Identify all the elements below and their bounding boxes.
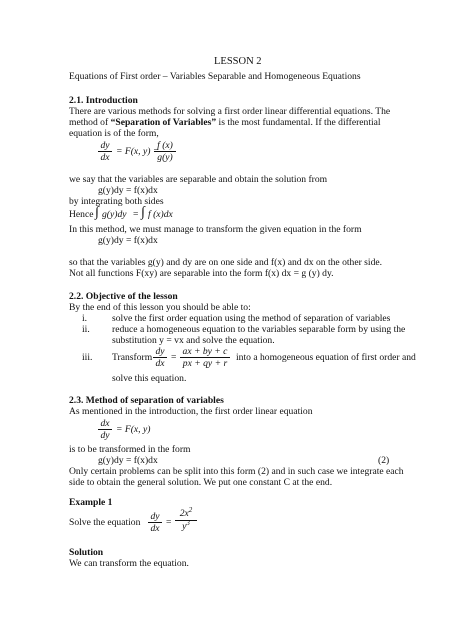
list-item-number: iii. — [82, 352, 93, 363]
list-item-post: into a homogeneous equation of first order and — [236, 352, 416, 363]
paragraph-line: There are various methods for solving a first order linear differential equations. The — [69, 106, 391, 117]
fraction-2x2-over-y3: $2x^2$ $y^3$ — [175, 508, 197, 533]
section-heading-method: 2.3. Method of separation of variables — [69, 395, 224, 406]
example-text: Solve the equation — [69, 517, 141, 528]
paragraph-line: method of “Separation of Variables” is the most fundamental. If the differential — [69, 117, 381, 128]
integral-sign-icon: ∫ — [95, 205, 99, 220]
list-item: substitution y = vx and solve the equation. — [112, 335, 275, 346]
list-item: solve this equation. — [112, 373, 187, 384]
fraction-dy-dx: dy dx — [98, 140, 112, 163]
lesson-title: LESSON 2 — [214, 56, 262, 67]
equation-rhs: = F(x, y) — [116, 424, 151, 435]
paragraph-line: is to be transformed in the form — [69, 444, 191, 455]
paragraph-line: equation is of the form, — [69, 128, 159, 139]
section-heading-introduction: 2.1. Introduction — [69, 95, 138, 106]
fraction-linear-ratio: ax + by + c px + qy + r — [180, 346, 230, 369]
equation-part: g(y)dy — [102, 209, 127, 220]
paragraph-line: Only certain problems can be split into this form (2) and in such case we integrate each — [69, 466, 404, 477]
hence-label: Hence — [69, 209, 94, 220]
fraction-dy-dx: dy dx — [148, 511, 162, 534]
list-item: reduce a homogeneous equation to the variables separable form by using the — [112, 324, 406, 335]
equals-sign: = — [166, 517, 172, 528]
list-item-pre: Transform — [112, 352, 153, 363]
equals-sign: = — [133, 209, 139, 220]
fraction-dx-dy: dx dy — [98, 418, 112, 441]
paragraph-line: we say that the variables are separable and obtain the solution from — [69, 174, 328, 185]
paragraph-line: side to obtain the general solution. We put one constant C at the end. — [69, 477, 333, 488]
equals-sign: = — [171, 352, 177, 363]
paragraph-line: By the end of this lesson you should be able to: — [69, 302, 251, 313]
list-item-number: ii. — [82, 324, 90, 335]
paragraph-line: We can transform the equation. — [69, 558, 189, 569]
fraction-dy-dx: dy dx — [153, 346, 167, 369]
paragraph-line: In this method, we must manage to transform the given equation in the form — [69, 224, 362, 235]
lesson-subtitle: Equations of First order – Variables Separable and Homogeneous Equations — [69, 71, 361, 82]
equation-number: (2) — [378, 455, 390, 466]
section-heading-objective: 2.2. Objective of the lesson — [69, 291, 178, 302]
list-item: solve the first order equation using the method of separation of variables — [112, 313, 391, 324]
equation-line: g(y)dy = f(x)dx — [98, 185, 158, 196]
fraction-f-over-g: f (x) g(y) — [154, 140, 176, 163]
solution-heading: Solution — [69, 547, 104, 558]
equation-part: f (x)dx — [148, 209, 173, 220]
list-item-number: i. — [82, 313, 88, 324]
example-heading: Example 1 — [69, 497, 113, 508]
paragraph-line: As mentioned in the introduction, the first order linear equation — [69, 406, 313, 417]
paragraph-line: so that the variables g(y) and dy are on one side and f(x) and dx on the other side. — [69, 257, 383, 268]
equation-line: g(y)dy = f(x)dx — [98, 455, 158, 466]
equation-line: g(y)dy = f(x)dx — [98, 235, 158, 246]
integral-sign-icon: ∫ — [141, 205, 145, 220]
equation-middle: = F(x, y) = — [116, 146, 160, 157]
paragraph-line: by integrating both sides — [69, 196, 164, 207]
paragraph-line: Not all functions F(xy) are separable into the form f(x) dx = g (y) dy. — [69, 268, 334, 279]
